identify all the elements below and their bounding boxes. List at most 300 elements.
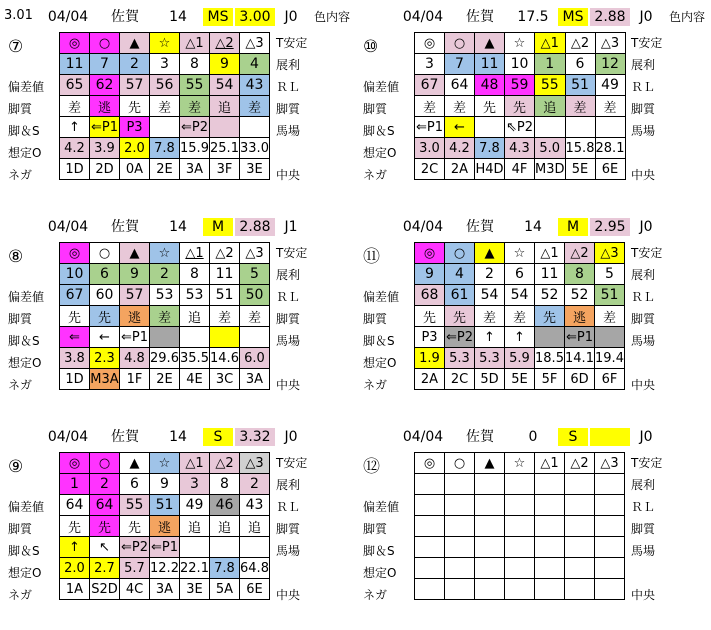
grid-row-marks: [415, 243, 625, 264]
row-label-right: 展利: [631, 58, 656, 72]
grid-cell: 2: [475, 264, 505, 285]
grid-cell: 9: [150, 474, 180, 495]
row-label-left: ネガ: [8, 378, 33, 392]
row-label-left: 脚＆S: [363, 334, 395, 348]
grid-cell: 7.8: [210, 558, 240, 579]
grid-cell: [565, 516, 595, 537]
row-label-left: 偏差値: [363, 290, 400, 304]
grid-cell: 1D: [60, 369, 90, 390]
race-date: 04/04: [47, 9, 89, 25]
race-grid: [414, 32, 626, 180]
race-number: ⑦: [8, 37, 24, 57]
grid-cell: [445, 516, 475, 537]
race-number: ⑪: [363, 247, 380, 267]
grid-cell: 逃: [120, 306, 150, 327]
grid-cell: 3A: [150, 579, 180, 600]
grid-cell: ⇖P2: [505, 117, 535, 138]
grid-cell: 64: [90, 495, 120, 516]
grid-cell: ☆: [150, 453, 180, 474]
race-number: ⑧: [8, 247, 24, 267]
race-panel: [0, 210, 355, 420]
grid-cell: [150, 117, 180, 138]
grid-cell: 6.0: [240, 348, 270, 369]
grid-cell: ⇐P2: [180, 117, 210, 138]
grid-row-legs: [60, 327, 270, 348]
grid-cell: P3: [120, 117, 150, 138]
row-label-left: 偏差値: [8, 80, 45, 94]
grid-cell: [445, 537, 475, 558]
grid-cell: 7: [445, 54, 475, 75]
grid-cell: 1D: [60, 159, 90, 180]
race-grid: [59, 242, 270, 390]
row-label-right: 馬場: [631, 544, 656, 558]
grid-cell: △2: [210, 243, 240, 264]
grid-cell: △2: [210, 33, 240, 54]
race-rating: 2.88: [590, 8, 630, 26]
row-label-right: ＲＬ: [276, 80, 301, 94]
race-panel: [355, 420, 710, 630]
grid-cell: 2: [150, 264, 180, 285]
grid-cell: ⇐P1: [120, 327, 150, 348]
grid-cell: [475, 117, 505, 138]
grid-cell: [445, 558, 475, 579]
grid-cell: ◎: [60, 33, 90, 54]
grid-row-devs: [415, 495, 625, 516]
grid-cell: 差: [595, 96, 625, 117]
row-label-right: ＲＬ: [631, 500, 656, 514]
grid-cell: [240, 117, 270, 138]
grid-cell: [595, 579, 625, 600]
grid-cell: 4E: [180, 369, 210, 390]
grid-cell: 先: [60, 516, 90, 537]
grid-cell: 1: [60, 474, 90, 495]
grid-row-legs: [415, 117, 626, 138]
grid-cell: 1A: [60, 579, 90, 600]
race-panel: [0, 420, 355, 630]
grid-cell: 3.8: [60, 348, 90, 369]
grid-cell: 2E: [150, 159, 180, 180]
race-grade: S: [203, 428, 233, 446]
row-label-left: 偏差値: [8, 500, 45, 514]
grid-cell: 差: [565, 96, 595, 117]
grid-cell: [565, 558, 595, 579]
grid-cell: [180, 327, 210, 348]
grid-cell: ▲: [475, 243, 505, 264]
grid-row-numbers: [415, 474, 625, 495]
grid-cell: 8: [210, 474, 240, 495]
row-label-left: 脚＆S: [8, 124, 40, 138]
grid-cell: ⇐: [60, 327, 90, 348]
grid-cell: 2: [120, 54, 150, 75]
race-rating: 3.00: [235, 8, 275, 26]
grid-cell: 9: [415, 264, 445, 285]
row-label-right: T安定: [631, 36, 663, 50]
grid-cell: 7: [90, 54, 120, 75]
row-label-right: T安定: [276, 456, 308, 470]
grid-cell: 33.0: [240, 138, 270, 159]
grid-cell: 5E: [565, 159, 595, 180]
row-label-right: T安定: [631, 456, 663, 470]
grid-cell: 64.8: [240, 558, 270, 579]
grid-cell: [565, 537, 595, 558]
row-label-left: 脚＆S: [8, 544, 40, 558]
race-grade: S: [558, 428, 588, 446]
row-label-right: 脚質: [276, 312, 301, 326]
grid-cell: △1: [180, 33, 210, 54]
row-label-right-nega: 中央: [276, 168, 301, 182]
row-label-right: 馬場: [276, 124, 301, 138]
grid-cell: [445, 495, 475, 516]
grid-cell: 3: [180, 474, 210, 495]
row-label-left: 脚質: [8, 102, 33, 116]
grid-cell: [415, 558, 445, 579]
grid-cell: 2.7: [90, 558, 120, 579]
grid-cell: 10: [505, 54, 535, 75]
grid-cell: 55: [120, 495, 150, 516]
grid-cell: 52: [565, 285, 595, 306]
row-label-right: 脚質: [631, 522, 656, 536]
grid-cell: 差: [240, 96, 270, 117]
race-grid: [59, 452, 270, 600]
grid-row-nega: [60, 579, 270, 600]
grid-cell: 56: [150, 75, 180, 96]
grid-cell: 12.2: [150, 558, 180, 579]
row-label-left: 偏差値: [363, 80, 400, 94]
grid-cell: 60: [90, 285, 120, 306]
row-label-right: 展利: [631, 268, 656, 282]
grid-cell: [595, 537, 625, 558]
grid-cell: [595, 558, 625, 579]
grid-cell: [565, 495, 595, 516]
grid-cell: 11: [475, 54, 505, 75]
race-track: 佐賀: [466, 9, 494, 25]
race-header-right-label: 色内容: [313, 10, 350, 24]
grid-cell: 61: [445, 285, 475, 306]
grid-cell: [505, 558, 535, 579]
grid-cell: ▲: [120, 453, 150, 474]
race-track: 佐賀: [111, 9, 139, 25]
grid-cell: P3: [415, 327, 445, 348]
grid-row-numbers: [415, 54, 626, 75]
row-label-right-nega: 中央: [631, 588, 656, 602]
grid-cell: [505, 537, 535, 558]
row-label-left: 想定O: [363, 566, 397, 580]
grid-cell: ⇐P2: [445, 327, 475, 348]
grid-cell: ↑: [60, 537, 90, 558]
grid-cell: [210, 327, 240, 348]
grid-cell: 追: [210, 96, 240, 117]
grid-cell: 差: [445, 96, 475, 117]
grid-cell: △2: [565, 243, 595, 264]
grid-cell: ↑: [475, 327, 505, 348]
grid-cell: 0A: [120, 159, 150, 180]
grid-cell: ○: [445, 33, 475, 54]
race-track: 佐賀: [466, 429, 494, 445]
top-code: 3.01: [4, 8, 33, 23]
grid-cell: 2A: [415, 369, 445, 390]
grid-cell: ←: [90, 327, 120, 348]
grid-cell: 先: [120, 516, 150, 537]
race-value: 14: [169, 219, 187, 235]
grid-cell: M3A: [90, 369, 120, 390]
grid-cell: ○: [445, 243, 475, 264]
grid-row-nega: [60, 369, 270, 390]
grid-cell: 3.0: [415, 138, 445, 159]
grid-cell: △3: [595, 243, 625, 264]
grid-cell: 5.0: [535, 138, 566, 159]
grid-row-numbers: [415, 264, 625, 285]
grid-cell: 2C: [415, 159, 445, 180]
grid-cell: [535, 495, 565, 516]
race-date: 04/04: [47, 429, 89, 445]
grid-row-numbers: [60, 474, 270, 495]
grid-cell: 25.1: [210, 138, 240, 159]
grid-cell: 64: [60, 495, 90, 516]
grid-cell: 52: [535, 285, 565, 306]
grid-cell: 53: [180, 285, 210, 306]
grid-cell: ☆: [505, 33, 535, 54]
grid-cell: 53: [150, 285, 180, 306]
grid-cell: 67: [60, 285, 90, 306]
grid-cell: ○: [90, 453, 120, 474]
race-panel: [355, 0, 710, 210]
grid-cell: [210, 537, 240, 558]
grid-cell: [535, 474, 565, 495]
grid-cell: 5.7: [120, 558, 150, 579]
race-rating: 2.95: [590, 218, 630, 236]
grid-cell: [595, 474, 625, 495]
grid-cell: [565, 579, 595, 600]
row-label-left: 偏差値: [363, 500, 400, 514]
grid-row-nega: [415, 159, 626, 180]
grid-cell: 先: [90, 516, 120, 537]
grid-cell: 2.0: [120, 138, 150, 159]
grid-cell: ↑: [505, 327, 535, 348]
grid-row-odds: [415, 138, 626, 159]
row-label-right: T安定: [631, 246, 663, 260]
grid-cell: 3F: [210, 159, 240, 180]
grid-cell: 逃: [90, 96, 120, 117]
grid-cell: ⇐P1: [150, 537, 180, 558]
grid-cell: 11: [60, 54, 90, 75]
grid-cell: 差: [180, 96, 210, 117]
grid-cell: [150, 327, 180, 348]
race-grade: MS: [203, 8, 233, 26]
grid-row-marks: [415, 33, 626, 54]
grid-cell: 2: [240, 474, 270, 495]
row-label-left: ネガ: [363, 168, 388, 182]
grid-cell: 49: [595, 75, 625, 96]
race-panel: [355, 210, 710, 420]
row-label-right: 展利: [276, 268, 301, 282]
grid-cell: 6: [565, 54, 595, 75]
row-label-right: ＲＬ: [631, 290, 656, 304]
grid-cell: 57: [120, 75, 150, 96]
grid-cell: 追: [210, 516, 240, 537]
grid-cell: 2.3: [90, 348, 120, 369]
grid-cell: 差: [60, 96, 90, 117]
grid-cell: [565, 117, 595, 138]
row-label-right-nega: 中央: [631, 168, 656, 182]
grid-cell: ☆: [505, 453, 535, 474]
grid-cell: 28.1: [595, 138, 625, 159]
grid-cell: 差: [150, 306, 180, 327]
row-label-left: 想定O: [8, 356, 42, 370]
race-value: 0: [528, 429, 538, 445]
grid-cell: [240, 327, 270, 348]
grid-cell: [595, 327, 625, 348]
row-label-right: 脚質: [631, 102, 656, 116]
race-date: 04/04: [402, 9, 444, 25]
grid-cell: 4.3: [505, 138, 535, 159]
grid-cell: ☆: [150, 33, 180, 54]
grid-cell: 51: [210, 285, 240, 306]
grid-row-devs: [415, 75, 626, 96]
grid-cell: 逃: [565, 306, 595, 327]
row-label-right: 展利: [631, 478, 656, 492]
grid-cell: 6E: [240, 579, 270, 600]
grid-cell: 19.4: [595, 348, 625, 369]
grid-row-nega: [60, 159, 270, 180]
grid-cell: 7.8: [150, 138, 180, 159]
grid-cell: 3E: [180, 579, 210, 600]
race-j: J0: [639, 9, 653, 25]
race-number: ⑨: [8, 457, 24, 477]
row-label-right: 馬場: [631, 124, 656, 138]
row-label-right-nega: 中央: [276, 378, 301, 392]
grid-cell: [535, 537, 565, 558]
row-label-left: 脚質: [8, 522, 33, 536]
grid-cell: [475, 558, 505, 579]
grid-cell: 追: [240, 516, 270, 537]
grid-cell: 逃: [150, 516, 180, 537]
grid-cell: 差: [505, 306, 535, 327]
grid-cell: ◎: [60, 243, 90, 264]
race-j: J0: [284, 9, 298, 25]
grid-cell: M3D: [535, 159, 566, 180]
grid-cell: △2: [210, 453, 240, 474]
grid-cell: [505, 474, 535, 495]
race-grid: [59, 32, 270, 180]
grid-cell: 6F: [595, 369, 625, 390]
grid-cell: 先: [445, 306, 475, 327]
row-label-left: 脚質: [363, 522, 388, 536]
grid-cell: 先: [90, 306, 120, 327]
grid-cell: [565, 474, 595, 495]
grid-cell: 6: [505, 264, 535, 285]
grid-cell: ↑: [60, 117, 90, 138]
grid-cell: 5D: [475, 369, 505, 390]
grid-cell: 9: [120, 264, 150, 285]
grid-cell: [445, 579, 475, 600]
grid-cell: 3A: [240, 369, 270, 390]
grid-cell: 2A: [445, 159, 475, 180]
grid-cell: 4C: [120, 579, 150, 600]
row-label-left: 想定O: [363, 146, 397, 160]
race-rating: 2.88: [235, 218, 275, 236]
grid-cell: ▲: [120, 33, 150, 54]
grid-cell: ⇐P1: [90, 117, 120, 138]
grid-cell: 3: [150, 54, 180, 75]
grid-cell: 先: [505, 96, 535, 117]
grid-cell: 55: [535, 75, 566, 96]
grid-cell: 2E: [150, 369, 180, 390]
grid-cell: 差: [595, 306, 625, 327]
grid-cell: 18.5: [535, 348, 565, 369]
grid-cell: [475, 537, 505, 558]
grid-row-devs: [60, 495, 270, 516]
grid-cell: [180, 537, 210, 558]
race-track: 佐賀: [111, 429, 139, 445]
grid-cell: △1: [535, 243, 565, 264]
row-label-right: 脚質: [276, 522, 301, 536]
grid-cell: 8: [565, 264, 595, 285]
row-label-left: ネガ: [363, 588, 388, 602]
race-value: 14: [524, 219, 542, 235]
grid-cell: 4.2: [60, 138, 90, 159]
grid-row-styles: [60, 96, 270, 117]
row-label-right: 馬場: [276, 544, 301, 558]
grid-cell: ◎: [415, 243, 445, 264]
grid-row-odds: [415, 348, 625, 369]
race-j: J0: [284, 429, 298, 445]
row-label-left: 脚＆S: [363, 124, 395, 138]
row-label-left: ネガ: [8, 588, 33, 602]
grid-cell: [415, 495, 445, 516]
grid-cell: [415, 537, 445, 558]
grid-cell: 51: [595, 285, 625, 306]
grid-cell: 差: [415, 96, 445, 117]
grid-cell: 4.2: [445, 138, 475, 159]
grid-cell: [595, 516, 625, 537]
row-label-left: ネガ: [8, 168, 33, 182]
grid-row-devs: [415, 285, 625, 306]
race-header-right-label: [662, 218, 711, 236]
grid-cell: △2: [565, 33, 595, 54]
grid-cell: 10: [60, 264, 90, 285]
grid-cell: 11: [210, 264, 240, 285]
grid-cell: ○: [445, 453, 475, 474]
grid-cell: △3: [240, 243, 270, 264]
grid-cell: 追: [180, 516, 210, 537]
race-grid: [414, 242, 625, 390]
grid-row-numbers: [60, 264, 270, 285]
grid-cell: [535, 558, 565, 579]
grid-cell: 2.0: [60, 558, 90, 579]
grid-row-styles: [415, 516, 625, 537]
grid-cell: 22.1: [180, 558, 210, 579]
grid-row-legs: [60, 117, 270, 138]
row-label-right: T安定: [276, 246, 308, 260]
grid-cell: 48: [475, 75, 505, 96]
grid-cell: [535, 516, 565, 537]
row-label-left: 想定O: [8, 146, 42, 160]
grid-cell: 差: [150, 96, 180, 117]
row-label-right: 脚質: [631, 312, 656, 326]
race-date: 04/04: [47, 219, 89, 235]
grid-cell: ◎: [60, 453, 90, 474]
grid-cell: 先: [475, 96, 505, 117]
grid-row-odds: [60, 138, 270, 159]
race-j: J1: [284, 219, 298, 235]
grid-cell: [595, 117, 625, 138]
row-label-right: ＲＬ: [631, 80, 656, 94]
grid-cell: 51: [565, 75, 595, 96]
grid-cell: [535, 327, 565, 348]
grid-cell: [475, 579, 505, 600]
race-track: 佐賀: [111, 219, 139, 235]
grid-cell: 12: [595, 54, 625, 75]
